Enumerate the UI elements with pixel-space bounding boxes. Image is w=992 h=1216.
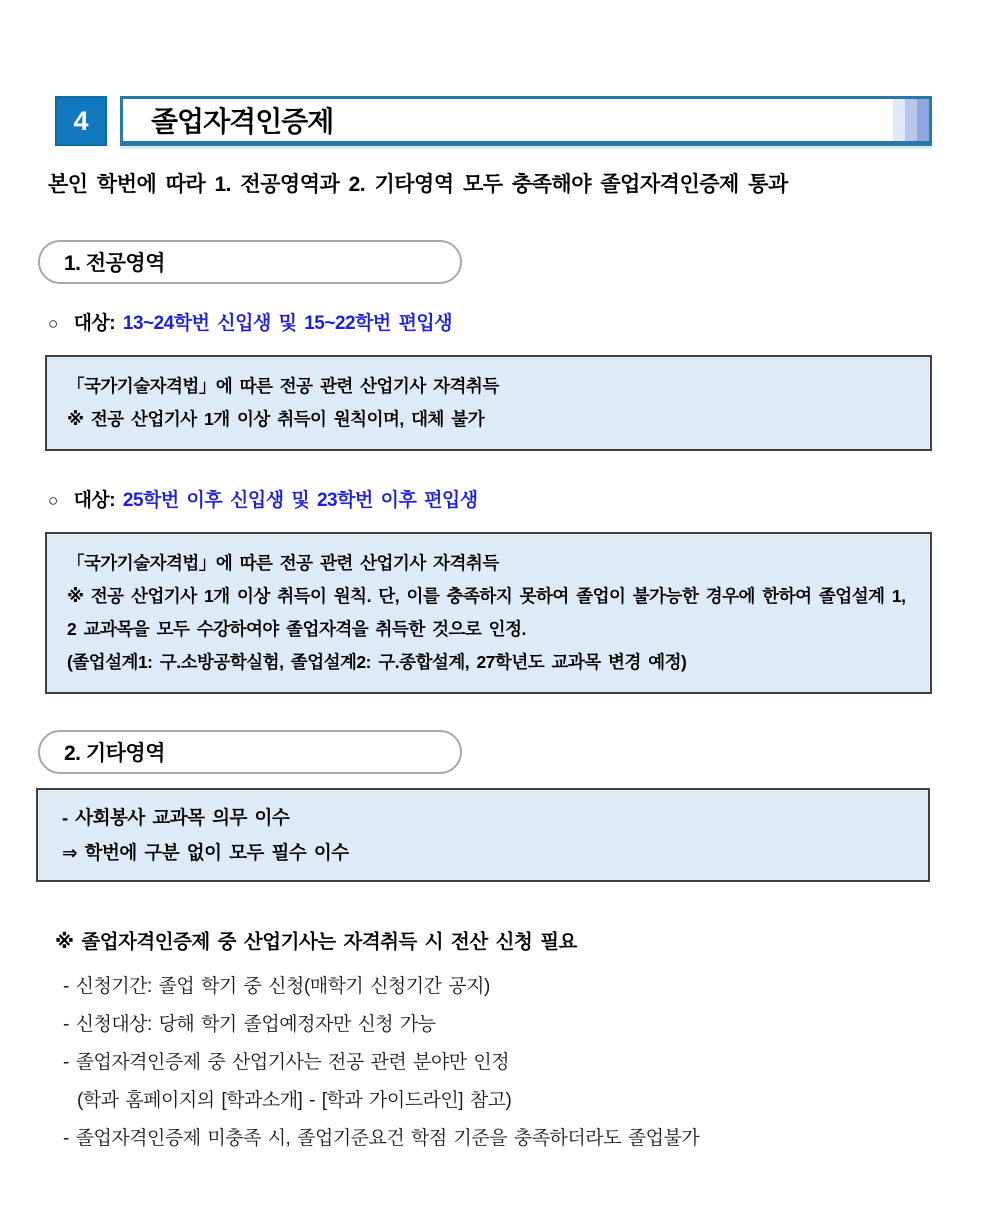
info-box-line: ※ 전공 산업기사 1개 이상 취득이 원칙. 단, 이를 충족하지 못하여 졸업이 불가능한 경우에 한하여 졸업설계 1, 2 교과목을 모두 수강하여야 졸업자격을 취득한 것으로 인정. <box>67 586 906 639</box>
subsection-1-title: 1. 전공영역 <box>64 252 165 275</box>
subsection-pill-other-area <box>38 730 462 774</box>
intro-text: 본인 학번에 따라 1. 전공영역과 2. 기타영역 모두 충족해야 졸업자격인증제 통과 <box>48 173 788 196</box>
info-box-line-alert: ⇒ 학번에 구분 없이 모두 필수 이수 <box>62 842 349 863</box>
info-box-major-2 <box>45 532 932 694</box>
target-line-2 <box>48 485 944 512</box>
notes-heading: ※ 졸업자격인증제 중 산업기사는 자격취득 시 전산 신청 필요 <box>55 931 577 953</box>
note-item: - 신청기간: 졸업 학기 중 신청(매학기 신청기간 공지) <box>63 976 490 997</box>
title-gradient-decoration <box>893 99 929 141</box>
section-title-box <box>120 96 932 146</box>
note-item: - 졸업자격인증제 미충족 시, 졸업기준요건 학점 기준을 충족하더라도 졸업불가 <box>63 1128 700 1149</box>
target-line-1 <box>48 308 944 335</box>
note-item-sub: (학과 홈페이지의 [학과소개] - [학과 가이드라인] 참고) <box>77 1090 512 1111</box>
section-number-badge: 4 <box>55 96 107 146</box>
info-box-major-1 <box>45 355 932 451</box>
page-title: 졸업자격인증제 <box>151 106 334 137</box>
section-header <box>55 96 932 146</box>
circle-bullet-icon: ○ <box>48 314 58 333</box>
info-box-line: 「국가기술자격법」에 따른 전공 관련 산업기사 자격취득 <box>67 376 499 396</box>
subsection-2-title: 2. 기타영역 <box>64 742 165 765</box>
subsection-pill-major-area <box>38 240 462 284</box>
info-box-line: 「국가기술자격법」에 따른 전공 관련 산업기사 자격취득 <box>67 553 499 573</box>
note-item: - 신청대상: 당해 학기 졸업예정자만 신청 가능 <box>63 1014 436 1035</box>
notes-section <box>55 926 952 1158</box>
circle-bullet-icon: ○ <box>48 491 58 510</box>
document-page <box>0 96 992 1216</box>
target-label: 대상: <box>73 490 116 511</box>
info-box-line: ※ 전공 산업기사 1개 이상 취득이 원칙이며, 대체 불가 <box>67 409 485 429</box>
target-value-highlight: 25학번 이후 신입생 및 23학번 이후 편입생 <box>122 490 478 511</box>
info-box-line: - 사회봉사 교과목 의무 이수 <box>62 807 290 828</box>
info-box-other-area <box>36 788 930 882</box>
note-item: - 졸업자격인증제 중 산업기사는 전공 관련 분야만 인정 <box>63 1052 510 1073</box>
target-label: 대상: <box>73 313 116 334</box>
info-box-line: (졸업설계1: 구.소방공학실험, 졸업설계2: 구.종합설계, 27학년도 교과목 변경 예정) <box>67 652 687 672</box>
target-value-highlight: 13~24학번 신입생 및 15~22학번 편입생 <box>122 313 453 334</box>
